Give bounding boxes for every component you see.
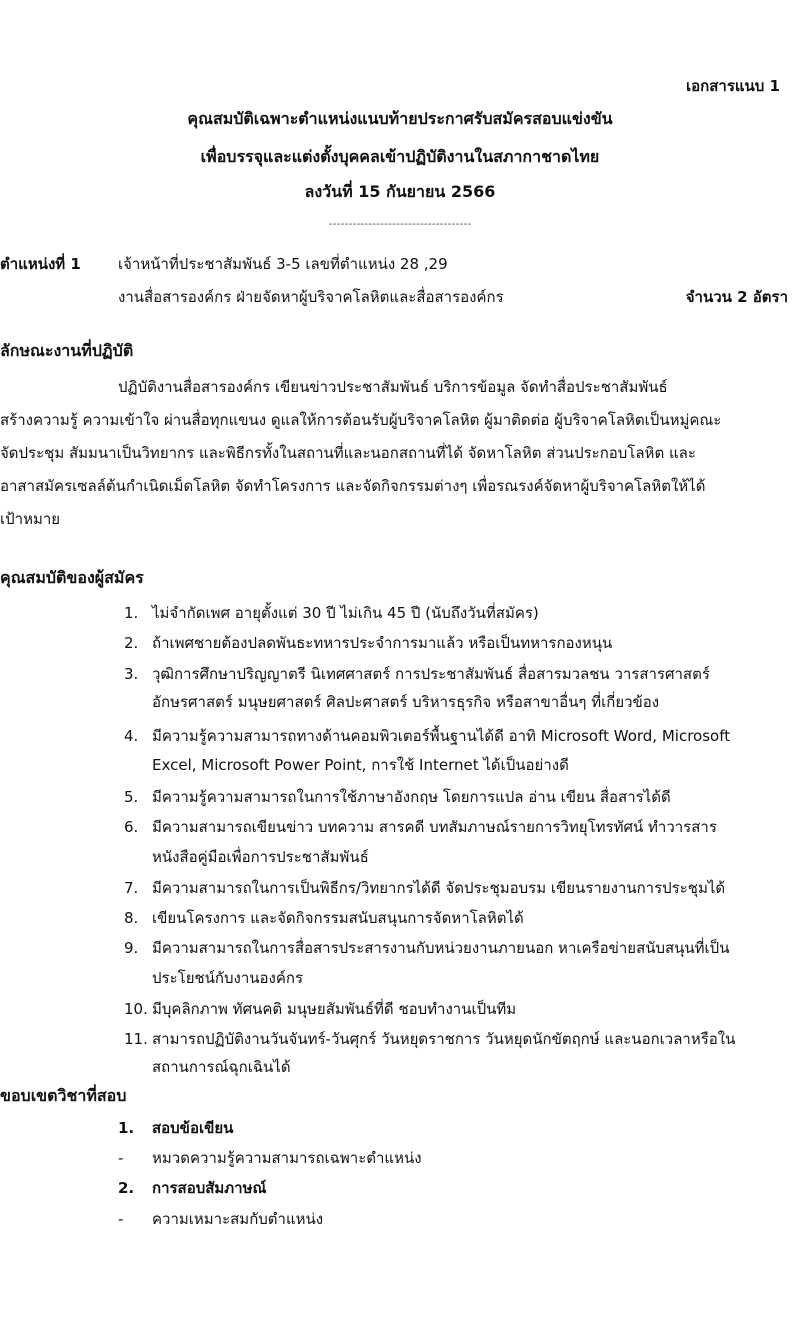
qualification-number: 1. — [124, 604, 139, 622]
title-line-2: เพื่อบรรจุและแต่งตั้งบุคคลเข้าปฏิบัติงานในสภากาชาดไทย — [200, 147, 600, 166]
divider: ------------------------------------ — [328, 217, 472, 230]
exam-section-number: 2. — [118, 1179, 135, 1197]
exam-heading: ขอบเขตวิชาที่สอบ — [0, 1086, 127, 1105]
qualification-text: สามารถปฏิบัติงานวันจันทร์-วันศุกร์ วันหยุดราชการ วันหยุดนักขัตฤกษ์ และนอกเวลาหรือใน — [152, 1030, 736, 1048]
job-line: สร้างความรู้ ความเข้าใจ ผ่านสื่อทุกแขนง ดูแลให้การต้อนรับผู้บริจาคโลหิต ผู้มาติดต่อ ผู้บริจาคโลหิตเป็นหมู่คณะ — [0, 411, 722, 429]
qualification-number: 10. — [124, 1000, 148, 1018]
position-quota: จำนวน 2 อัตรา — [685, 288, 788, 306]
exam-section-detail: ความเหมาะสมกับตำแหน่ง — [152, 1210, 324, 1228]
job-heading: ลักษณะงานที่ปฏิบัติ — [0, 341, 134, 360]
job-line: อาสาสมัครเซลล์ต้นกำเนิดเม็ดโลหิต จัดทำโครงการ และจัดกิจกรรมต่างๆ เพื่อรณรงค์จัดหาผู้บริจาคโลหิตให้ได้ — [0, 477, 706, 495]
position-label: ตำแหน่งที่ 1 — [0, 255, 81, 273]
job-line: จัดประชุม สัมมนาเป็นวิทยากร และพิธีกรทั้งในสถานที่และนอกสถานที่ได้ จัดหาโลหิต ส่วนประกอบโลหิต และ — [0, 444, 696, 462]
qualification-number: 11. — [124, 1030, 148, 1048]
qualification-text: หนังสือคู่มือเพื่อการประชาสัมพันธ์ — [152, 848, 369, 866]
qualification-text: วุฒิการศึกษาปริญญาตรี นิเทศศาสตร์ การประชาสัมพันธ์ สื่อสารมวลชน วารสารศาสตร์ — [152, 665, 710, 683]
qualifications-heading: คุณสมบัติของผู้สมัคร — [0, 568, 144, 587]
qualification-text: สถานการณ์ฉุกเฉินได้ — [152, 1058, 291, 1076]
qualification-text: ถ้าเพศชายต้องปลดพันธะทหารประจำการมาแล้ว หรือเป็นทหารกองหนุน — [152, 634, 613, 652]
exam-section-number: 1. — [118, 1119, 135, 1137]
qualification-number: 8. — [124, 909, 139, 927]
qualification-text: อักษรศาสตร์ มนุษยศาสตร์ ศิลปะศาสตร์ บริหารธุรกิจ หรือสาขาอื่นๆ ที่เกี่ยวข้อง — [152, 693, 660, 711]
qualification-text: มีบุคลิกภาพ ทัศนคติ มนุษยสัมพันธ์ที่ดี ชอบทำงานเป็นทีม — [152, 1000, 517, 1018]
attachment-label: เอกสารแนบ 1 — [686, 77, 780, 95]
exam-section-title: สอบข้อเขียน — [152, 1119, 234, 1137]
qualification-number: 7. — [124, 879, 139, 897]
exam-bullet: - — [118, 1210, 124, 1228]
job-line: เป้าหมาย — [0, 510, 61, 528]
position-title: เจ้าหน้าที่ประชาสัมพันธ์ 3-5 เลขที่ตำแหน่ง 28 ,29 — [118, 255, 448, 273]
qualification-text: มีความสามารถในการเป็นพิธีกร/วิทยากรได้ดี จัดประชุมอบรม เขียนรายงานการประชุมได้ — [152, 879, 726, 897]
title-line-3: ลงวันที่ 15 กันยายน 2566 — [304, 182, 496, 201]
qualification-text: มีความรู้ความสามารถในการใช้ภาษาอังกฤษ โดยการแปล อ่าน เขียน สื่อสารได้ดี — [152, 788, 671, 806]
qualification-text: มีความรู้ความสามารถทางด้านคอมพิวเตอร์พื้นฐานได้ดี อาทิ Microsoft Word, Microsoft — [152, 727, 731, 745]
qualification-text: มีความสามารถในการสื่อสารประสารงานกับหน่วยงานภายนอก หาเครือข่ายสนับสนุนที่เป็น — [152, 939, 730, 957]
exam-bullet: - — [118, 1149, 124, 1167]
qualification-number: 9. — [124, 939, 139, 957]
qualification-number: 3. — [124, 665, 139, 683]
position-department: งานสื่อสารองค์กร ฝ่ายจัดหาผู้บริจาคโลหิตและสื่อสารองค์กร — [118, 288, 504, 306]
qualification-number: 2. — [124, 634, 139, 652]
qualification-text: ประโยชน์กับงานองค์กร — [152, 969, 304, 987]
qualification-number: 5. — [124, 788, 139, 806]
title-line-1: คุณสมบัติเฉพาะตำแหน่งแนบท้ายประกาศรับสมัครสอบแข่งขัน — [187, 109, 613, 128]
qualification-text: ไม่จำกัดเพศ อายุตั้งแต่ 30 ปี ไม่เกิน 45 ปี (นับถึงวันที่สมัคร) — [152, 604, 539, 622]
qualification-number: 6. — [124, 818, 139, 836]
job-line: ปฏิบัติงานสื่อสารองค์กร เขียนข่าวประชาสัมพันธ์ บริการข้อมูล จัดทำสื่อประชาสัมพันธ์ — [118, 378, 668, 396]
exam-section-title: การสอบสัมภาษณ์ — [152, 1179, 267, 1197]
exam-section-detail: หมวดความรู้ความสามารถเฉพาะตำแหน่ง — [152, 1149, 422, 1167]
qualification-number: 4. — [124, 727, 139, 745]
qualification-text: Excel, Microsoft Power Point, การใช้ Internet ได้เป็นอย่างดี — [152, 756, 569, 774]
qualification-text: เขียนโครงการ และจัดกิจกรรมสนับสนุนการจัดหาโลหิตได้ — [152, 909, 524, 927]
qualification-text: มีความสามารถเขียนข่าว บทความ สารคดี บทสัมภาษณ์รายการวิทยุโทรทัศน์ ทำวารสาร — [152, 818, 717, 836]
